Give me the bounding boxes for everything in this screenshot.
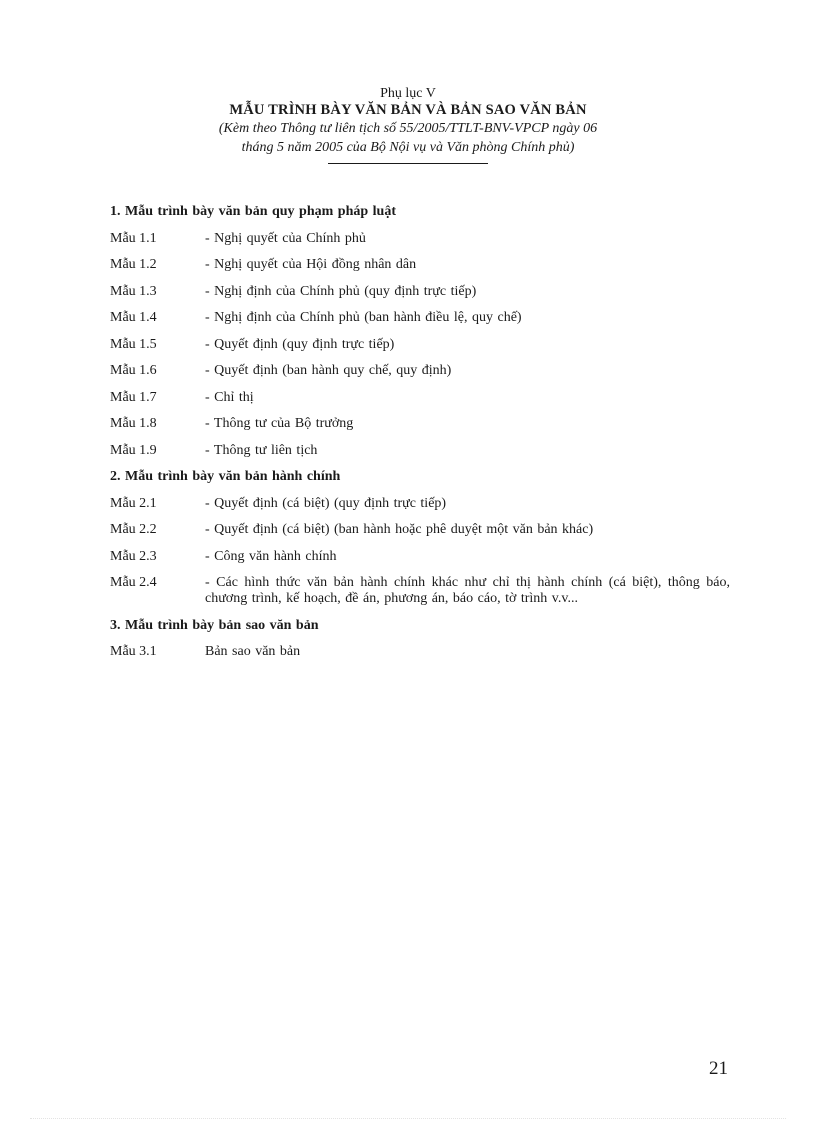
appendix-label: Phụ lục V [380, 86, 436, 101]
template-code: Mẫu 1.6 [110, 363, 157, 378]
template-code: Mẫu 1.9 [110, 442, 157, 458]
template-description: - Công văn hành chính [205, 548, 337, 564]
template-description: - Nghị định của Chính phủ (ban hành điều lệ, quy chế) [205, 310, 522, 325]
list-item [110, 257, 730, 273]
template-code: Mẫu 1.1 [110, 230, 157, 246]
list-item [110, 496, 730, 512]
template-description: - Nghị quyết của Hội đồng nhân dân [205, 257, 417, 272]
template-description: - Quyết định (cá biệt) (ban hành hoặc phê duyệt một văn bản khác) [205, 522, 594, 537]
list-item [110, 310, 730, 326]
template-code: Mẫu 1.8 [110, 416, 157, 431]
page-bottom-edge [30, 1118, 786, 1119]
section-title: 2. Mẫu trình bày văn bản hành chính [110, 469, 341, 484]
template-code: Mẫu 1.5 [110, 336, 157, 352]
list-item [110, 575, 730, 607]
template-code: Mẫu 2.4 [110, 575, 157, 590]
list-item [110, 416, 730, 432]
list-item [110, 284, 730, 300]
template-code: Mẫu 3.1 [110, 644, 157, 659]
list-item [110, 522, 730, 538]
list-item [110, 390, 730, 406]
template-code: Mẫu 1.4 [110, 310, 157, 325]
template-list [110, 202, 730, 671]
list-item [110, 337, 730, 353]
template-description: - Thông tư liên tịch [205, 442, 318, 458]
page-number: 21 [709, 1058, 728, 1079]
template-code: Mẫu 2.3 [110, 548, 157, 564]
template-description: - Nghị định của Chính phủ (quy định trực tiếp) [205, 283, 477, 299]
template-code: Mẫu 1.2 [110, 257, 157, 272]
template-description: - Chỉ thị [205, 389, 254, 405]
list-item [110, 363, 730, 379]
template-description: - Quyết định (ban hành quy chế, quy định) [205, 363, 452, 378]
template-description: - Quyết định (quy định trực tiếp) [205, 336, 395, 352]
template-code: Mẫu 2.2 [110, 522, 157, 537]
template-description: - Thông tư của Bộ trưởng [205, 416, 354, 431]
template-code: Mẫu 2.1 [110, 495, 157, 511]
template-description: - Các hình thức văn bản hành chính khác như chỉ thị hành chính (cá biệt), thông báo, chương trình, kế hoạch, đề án, phương án, báo cáo, tờ trình v.v... [205, 575, 730, 606]
list-item [110, 549, 730, 565]
list-item [110, 443, 730, 459]
document-header [0, 86, 816, 164]
subtitle-line-2: tháng 5 năm 2005 của Bộ Nội vụ và Văn phòng Chính phủ) [241, 140, 575, 155]
subtitle-line-1: (Kèm theo Thông tư liên tịch số 55/2005/TTLT-BNV-VPCP ngày 06 [218, 121, 598, 136]
template-description: Bản sao văn bản [205, 644, 301, 659]
title-divider [328, 163, 488, 164]
document-title: MẪU TRÌNH BÀY VĂN BẢN VÀ BẢN SAO VĂN BẢN [229, 102, 587, 118]
list-item [110, 231, 730, 247]
template-code: Mẫu 1.7 [110, 389, 157, 405]
template-description: - Quyết định (cá biệt) (quy định trực tiếp) [205, 495, 447, 511]
section-title: 1. Mẫu trình bày văn bản quy phạm pháp luật [110, 204, 396, 219]
section-title: 3. Mẫu trình bày bản sao văn bản [110, 617, 319, 633]
template-description: - Nghị quyết của Chính phủ [205, 230, 366, 246]
list-item [110, 644, 730, 660]
template-code: Mẫu 1.3 [110, 283, 157, 299]
